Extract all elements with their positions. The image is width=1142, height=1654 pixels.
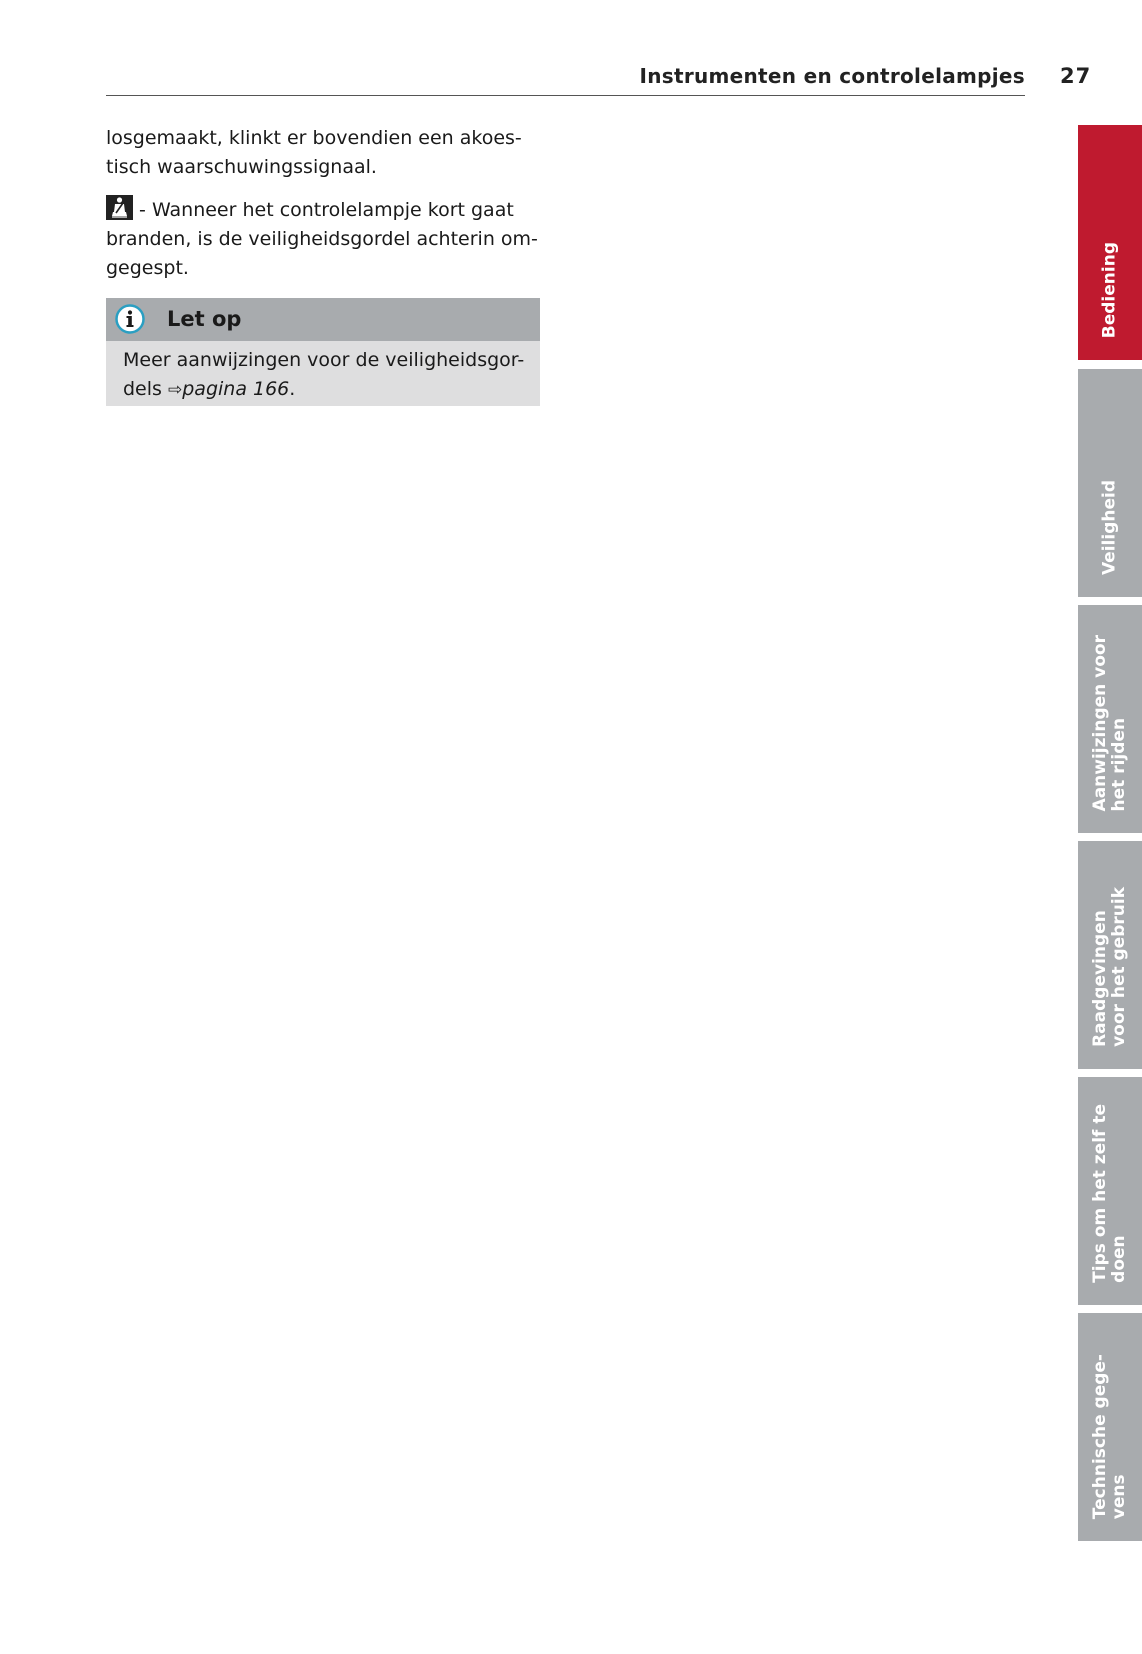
tab-label-line1: Veiligheid <box>1099 479 1120 575</box>
paragraph-acoustic-signal <box>106 124 566 182</box>
tab-label <box>1078 1354 1142 1519</box>
tab-label <box>1078 887 1142 1047</box>
tab-label-line1: Technische gege- <box>1090 1353 1110 1519</box>
tab-raadgevingen-voor-het-gebruik[interactable] <box>1078 841 1142 1069</box>
note-body <box>123 346 533 405</box>
paragraph-line: branden, is de veiligheidsgordel achterin om- <box>106 228 538 250</box>
tab-label <box>1078 480 1142 575</box>
note-header <box>106 298 540 341</box>
tab-label-line2: het rijden <box>1109 717 1129 811</box>
reference-arrow-icon: ⇨ <box>167 380 183 400</box>
tab-label-line1: Raadgevingen <box>1090 910 1110 1047</box>
paragraph-line: gegespt. <box>106 257 189 279</box>
tab-label <box>1078 635 1142 811</box>
paragraph-line: tisch waarschuwingssignaal. <box>106 156 377 178</box>
tab-label-line1: Aanwijzingen voor <box>1090 634 1110 811</box>
tab-tips-om-het-zelf-te-doen[interactable] <box>1078 1077 1142 1305</box>
tab-label <box>1078 242 1142 338</box>
tab-label-line1: Tips om het zelf te <box>1090 1104 1110 1283</box>
tab-label-line2: vens <box>1109 1474 1129 1519</box>
info-icon <box>115 304 145 334</box>
note-suffix: . <box>289 378 296 400</box>
seatbelt-warning-icon <box>106 195 133 220</box>
tab-label-line2: doen <box>1109 1235 1129 1283</box>
page-number: 27 <box>1060 64 1092 88</box>
note-box <box>106 298 540 406</box>
header-rule <box>106 95 1025 96</box>
note-line: Meer aanwijzingen voor de veiligheidsgor- <box>123 349 525 371</box>
tab-label-line2: voor het gebruik <box>1109 887 1129 1047</box>
note-title: Let op <box>167 307 242 331</box>
tab-label-line1: Bediening <box>1099 241 1120 338</box>
page-reference-link[interactable]: pagina 166 <box>182 378 290 400</box>
paragraph-line: losgemaakt, klinkt er bovendien een akoes- <box>106 127 522 149</box>
tab-label <box>1078 1104 1142 1283</box>
chapter-title: Instrumenten en controlelampjes <box>639 64 1025 88</box>
tab-aanwijzingen-voor-het-rijden[interactable] <box>1078 605 1142 833</box>
tab-technische-gegevens[interactable] <box>1078 1313 1142 1541</box>
note-line: dels <box>123 378 162 400</box>
tab-bediening[interactable] <box>1078 125 1142 360</box>
paragraph-rear-seatbelt <box>106 195 566 283</box>
paragraph-line: - Wanneer het controlelampje kort gaat <box>139 199 514 221</box>
tab-veiligheid[interactable] <box>1078 369 1142 597</box>
